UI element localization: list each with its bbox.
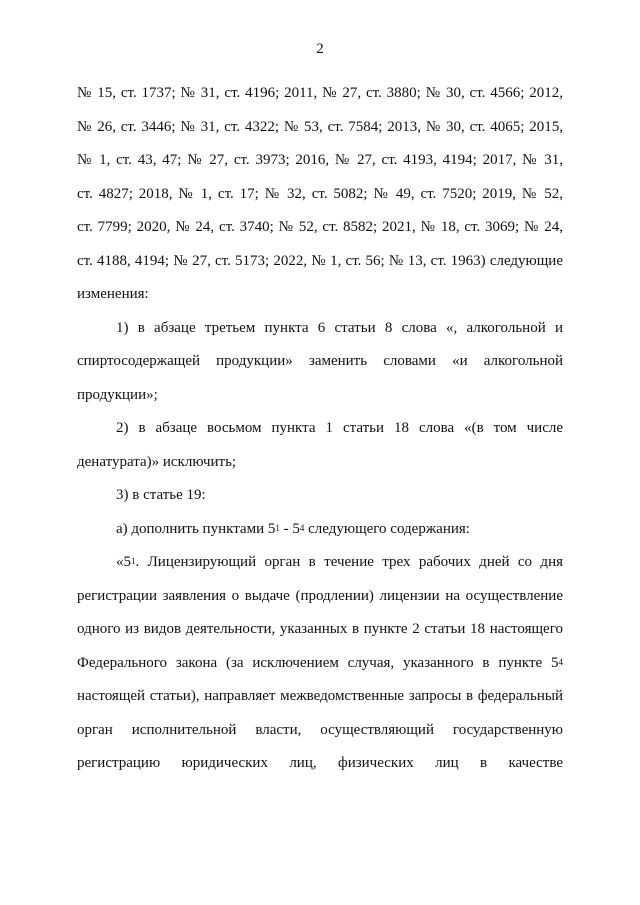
quoted-clause-line: настоящей статьи), направляет межведомственные запросы в федеральный	[77, 688, 563, 704]
paragraph-line: ст. 4827; 2018, № 1, ст. 17; № 32, ст. 5082; № 49, ст. 7520; 2019, № 52,	[77, 185, 563, 202]
paragraph-line: изменения:	[77, 286, 149, 302]
paragraph-line: продукции»;	[77, 386, 158, 403]
subitem-a: а) дополнить пунктами $5^1 - 5^4$ следующего содержания:	[116, 520, 470, 537]
quoted-clause-line: одного из видов деятельности, указанных в пункте 2 статьи 18 настоящего	[77, 621, 563, 637]
quoted-clause-line: регистрации заявления о выдаче (продлении) лицензии на осуществление	[77, 587, 563, 604]
quoted-clause-line: «$5^1$. Лицензирующий орган в течение трех рабочих дней со дня	[116, 554, 563, 570]
paragraph-line: № 26, ст. 3446; № 31, ст. 4322; № 53, ст. 7584; 2013, № 30, ст. 4065; 2015,	[77, 118, 563, 135]
page-number: 2	[316, 41, 324, 57]
amendment-item-3: 3) в статье 19:	[116, 487, 206, 503]
paragraph-line: № 1, ст. 43, 47; № 27, ст. 3973; 2016, № 27, ст. 4193, 4194; 2017, № 31,	[77, 152, 563, 168]
paragraph-line: спиртосодержащей продукции» заменить словами «и алкогольной	[77, 353, 563, 369]
paragraph-line: № 15, ст. 1737; № 31, ст. 4196; 2011, № 27, ст. 3880; № 30, ст. 4566; 2012,	[77, 85, 563, 101]
amendment-item-1: 1) в абзаце третьем пункта 6 статьи 8 слова «, алкогольной и	[116, 319, 563, 336]
paragraph-line: ст. 4188, 4194; № 27, ст. 5173; 2022, № 1, ст. 56; № 13, ст. 1963) следующие	[77, 252, 563, 269]
paragraph-line: ст. 7799; 2020, № 24, ст. 3740; № 52, ст. 8582; 2021, № 18, ст. 3069; № 24,	[77, 219, 563, 235]
quoted-clause-line: регистрацию юридических лиц, физических лиц в качестве	[77, 755, 563, 771]
paragraph-line: денатурата)» исключить;	[77, 453, 237, 470]
document-body	[77, 77, 563, 781]
quoted-clause-line: Федерального закона (за исключением случая, указанного в пункте $5^4$	[77, 654, 563, 671]
quoted-clause-line: орган исполнительной власти, осуществляющий государственную	[77, 721, 563, 738]
amendment-item-2: 2) в абзаце восьмом пункта 1 статьи 18 слова «(в том числе	[116, 420, 563, 436]
